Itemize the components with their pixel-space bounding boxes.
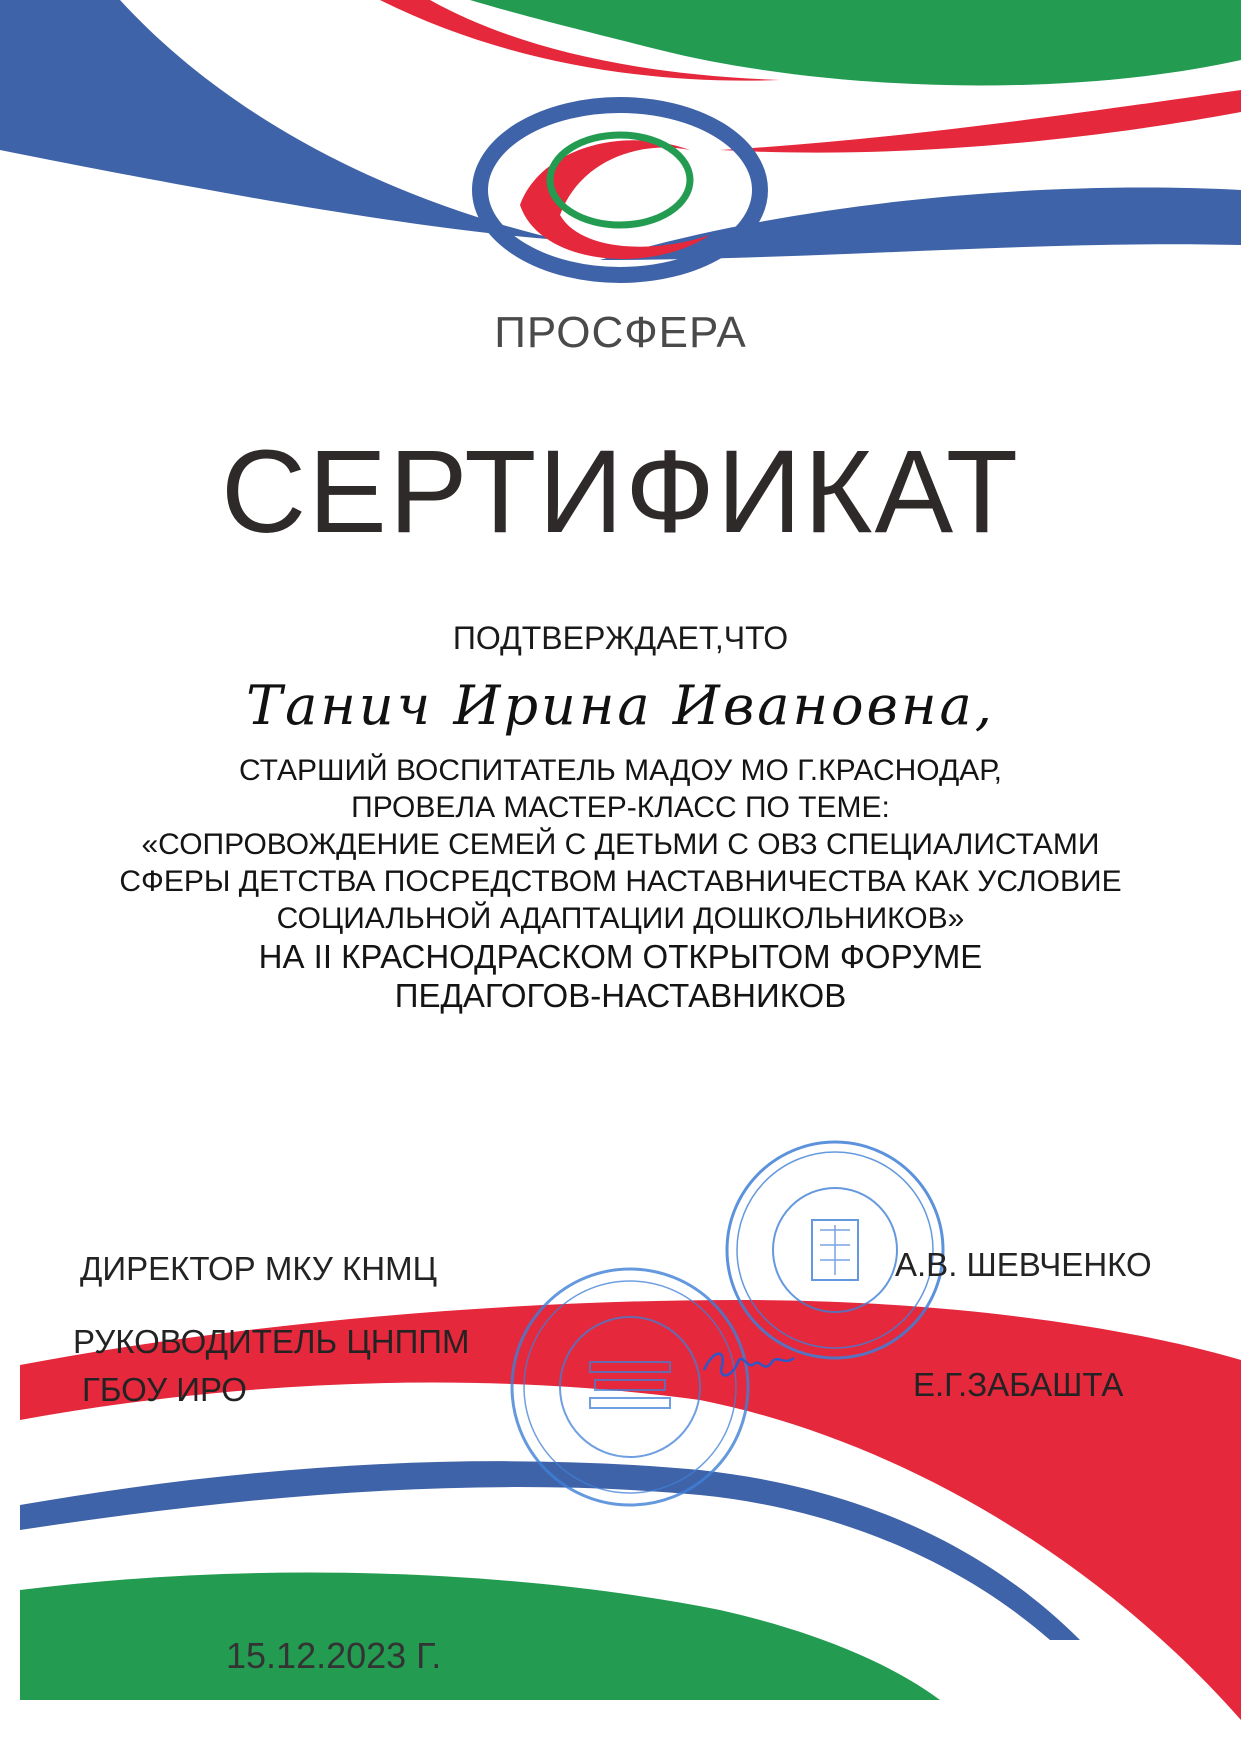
body-line: НА II КРАСНОДРАСКОМ ОТКРЫТОМ ФОРУМЕ — [258, 938, 983, 975]
body-line: ПРОВЕЛА МАСТЕР-КЛАСС ПО ТЕМЕ: — [351, 791, 890, 824]
right-blue-swoosh — [600, 188, 1241, 260]
body-line: СФЕРЫ ДЕТСТВА ПОСРЕДСТВОМ НАСТАВНИЧЕСТВА КАК УСЛОВИЕ — [119, 865, 1122, 898]
director-name: А.В. ШЕВЧЕНКО — [895, 1246, 1152, 1283]
bottom-green-swoosh — [20, 1573, 940, 1700]
brand-emblem — [480, 105, 760, 275]
body-line: СТАРШИЙ ВОСПИТАТЕЛЬ МАДОУ МО Г.КРАСНОДАР, — [239, 754, 1002, 787]
head-title-line1: РУКОВОДИТЕЛЬ ЦНППМ — [73, 1323, 470, 1360]
head-title-line2: ГБОУ ИРО — [82, 1371, 247, 1408]
director-title: ДИРЕКТОР МКУ КНМЦ — [80, 1250, 438, 1287]
brand-name: ПРОСФЕРА — [494, 308, 747, 357]
top-green-arc — [470, 0, 1241, 85]
body-line: «СОПРОВОЖДЕНИЕ СЕМЕЙ С ДЕТЬМИ С ОВЗ СПЕЦИАЛИСТАМИ — [141, 828, 1100, 861]
head-name: Е.Г.ЗАБАШТА — [913, 1366, 1124, 1403]
certificate-body — [100, 752, 1141, 1015]
body-line: СОЦИАЛЬНОЙ АДАПТАЦИИ ДОШКОЛЬНИКОВ» — [276, 902, 965, 935]
confirmation-text: ПОДТВЕРЖДАЕТ,ЧТО — [452, 620, 789, 656]
certificate-title: СЕРТИФИКАТ — [220, 426, 1021, 558]
right-red-stripe — [720, 90, 1241, 153]
signature-mark — [698, 1340, 808, 1390]
issue-date: 15.12.2023 Г. — [226, 1635, 442, 1676]
body-line: ПЕДАГОГОВ-НАСТАВНИКОВ — [394, 977, 847, 1014]
recipient-name: Танич Ирина Ивановна, — [246, 674, 995, 737]
